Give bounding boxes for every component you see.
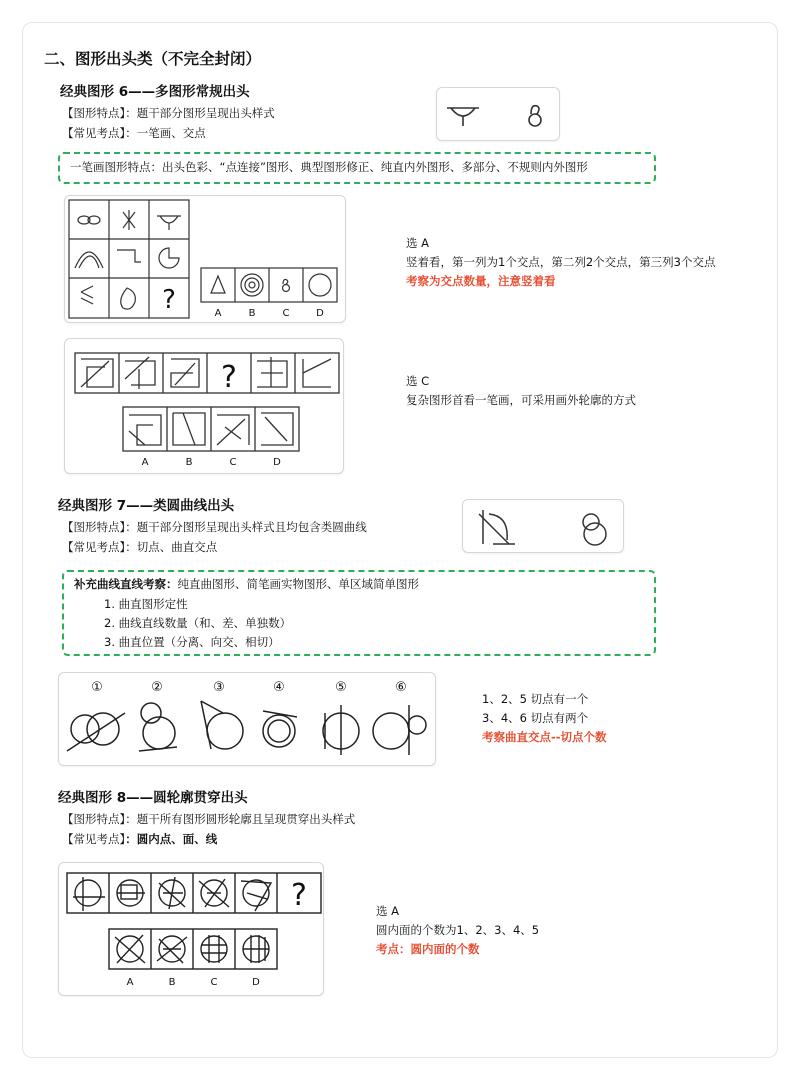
g6-ex1-panel — [64, 195, 346, 323]
g6-feature — [62, 104, 275, 123]
g8-test-label: 【常见考点】 — [62, 832, 126, 846]
g7-feature — [62, 518, 367, 537]
g7-feature-label: 【图形特点】 — [62, 520, 126, 534]
g8-ex-key: 考点：圆内面的个数 — [376, 942, 480, 956]
g7-ex-line2: 3、4、6 切点有两个 — [482, 711, 589, 725]
g7-num-4: ④ — [273, 680, 285, 695]
g6-ex1-explanation: 竖着看，第一列为1个交点，第二列2个交点，第三列3个交点 — [406, 255, 716, 269]
g6-ex1-option-b: B — [248, 308, 256, 319]
g6-ex2-option-a: A — [141, 457, 149, 468]
g6-ex1-option-c: C — [282, 308, 290, 319]
g6-ex2-option-b: B — [185, 457, 193, 468]
g6-ex2-answer: 选 C — [406, 374, 430, 388]
g7-example-figure — [462, 499, 624, 553]
g7-note-item-3: 3. 曲直位置（分离、向交、相切） — [104, 635, 280, 649]
g8-test-text: ：圆内点、面、线 — [125, 832, 218, 846]
section-title: 二、图形出头类（不完全封闭） — [44, 50, 262, 68]
g6-ex1-key: 考察为交点数量，注意竖着看 — [406, 274, 556, 288]
g6-feature-text: ：题干部分图形呈现出头样式 — [125, 106, 275, 120]
g6-ex1-option-a: A — [214, 308, 222, 319]
g6-ex1-figure — [65, 196, 347, 324]
g6-feature-label: 【图形特点】 — [62, 106, 126, 120]
g8-ex-option-c: C — [210, 977, 218, 988]
g8-test — [62, 830, 217, 849]
g7-num-1: ① — [91, 680, 103, 695]
g7-ex-key: 考察曲直交点--切点个数 — [482, 730, 607, 744]
g6-test-text: ：一笔画、交点 — [125, 126, 206, 140]
g6-example-figure — [436, 87, 560, 141]
g7-test-label: 【常见考点】 — [62, 540, 126, 554]
g8-ex-option-d: D — [252, 977, 260, 988]
g6-note: 一笔画图形特点：出头色彩、“点连接”图形、典型图形修正、纯直内外图形、多部分、不规则内外图形 — [70, 160, 588, 174]
g7-feature-text: ：题干部分图形呈现出头样式且均包含类圆曲线 — [125, 520, 367, 534]
g8-ex-explanation: 圆内面的个数为1、2、3、4、5 — [376, 923, 540, 937]
g6-ex2-panel — [64, 338, 344, 474]
g6-ex1-question-mark: ? — [162, 285, 176, 315]
g6-test-label: 【常见考点】 — [62, 126, 126, 140]
g7-ex-figure — [59, 673, 437, 767]
g7-title: 经典图形 7——类圆曲线出头 — [58, 498, 235, 514]
g7-example-shapes — [463, 500, 625, 554]
g7-num-5: ⑤ — [335, 680, 347, 695]
g6-ex1-answer: 选 A — [406, 236, 430, 250]
g6-test — [62, 124, 206, 143]
g7-num-3: ③ — [213, 680, 225, 695]
g8-feature-label: 【图形特点】 — [62, 812, 126, 826]
g7-test-text: ：切点、曲直交点 — [125, 540, 218, 554]
g7-num-6: ⑥ — [395, 680, 407, 695]
g8-title: 经典图形 8——圆轮廓贯穿出头 — [58, 790, 248, 806]
g6-ex2-figure — [65, 339, 345, 475]
g6-ex2-option-d: D — [273, 457, 281, 468]
g8-feature-text: ：题干所有图形圆形轮廓且呈现贯穿出头样式 — [125, 812, 356, 826]
g6-ex2-explanation: 复杂图形首看一笔画，可采用画外轮廓的方式 — [406, 393, 636, 407]
g8-feature — [62, 810, 355, 829]
g6-example-shapes — [437, 88, 561, 142]
g7-ex-line1: 1、2、5 切点有一个 — [482, 692, 589, 706]
g6-title: 经典图形 6——多图形常规出头 — [60, 84, 250, 100]
g8-ex-option-a: A — [126, 977, 134, 988]
g6-ex1-option-d: D — [316, 308, 324, 319]
g6-ex2-option-c: C — [229, 457, 237, 468]
g8-ex-answer: 选 A — [376, 904, 400, 918]
g7-note-item-2: 2. 曲线直线数量（和、差、单独数） — [104, 616, 292, 630]
g7-ex-panel — [58, 672, 436, 766]
g7-note — [74, 575, 419, 594]
g7-note-text: 纯直曲图形、简笔画实物图形、单区域简单图形 — [177, 577, 419, 591]
g7-note-title: 补充曲线直线考察： — [74, 577, 178, 591]
g7-test — [62, 538, 217, 557]
g6-ex2-question-mark: ? — [221, 360, 237, 395]
g8-ex-figure — [59, 863, 325, 997]
g8-ex-question-mark: ? — [291, 878, 307, 913]
g7-note-item-1: 1. 曲直图形定性 — [104, 597, 188, 611]
g7-num-2: ② — [151, 680, 163, 695]
g8-ex-option-b: B — [168, 977, 176, 988]
g8-ex-panel — [58, 862, 324, 996]
